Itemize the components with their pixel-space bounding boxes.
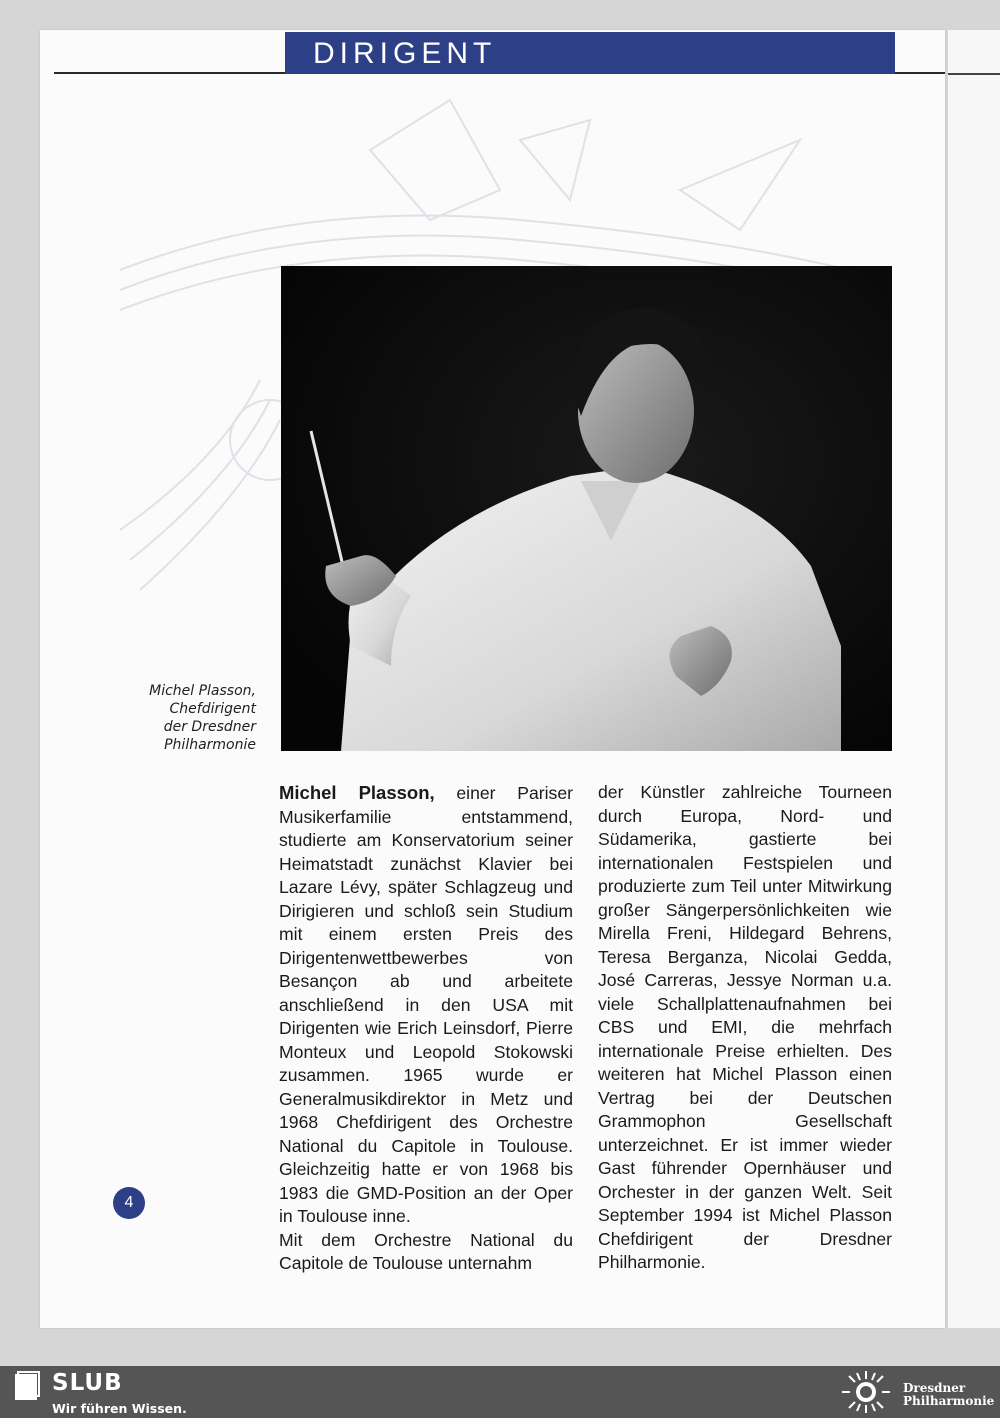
conductor-photo — [281, 266, 892, 751]
partner-line-2: Philharmonie — [903, 1394, 995, 1408]
caption-line: Philharmonie — [164, 737, 256, 753]
partner-line-1: Dresdner — [903, 1381, 966, 1395]
page-number: 4 — [113, 1187, 145, 1219]
article-body-right: der Künstler zahlreiche Tourneen durch Europa, Nord- und Südamerika, gastierte bei internationalen Festspielen und produzierte zum Teil unter Mitwirkung großer Sängerpersönlichkeiten wie Mirella Freni, Hildegard Behrens, Teresa Berganza, Nicolai Gedda, José Carreras, Jessye Norman u.a. viele Schallplattenaufnahmen bei CBS und EMI, die mehrfach internationale Preise erhielten. Des weiteren hat Michel Plasson einen Vertrag bei der Deutschen Grammophon Gesellschaft unterzeichnet. Er ist immer wieder Gast führender Opernhäuser und Orchester in der ganzen Welt. Seit September 1994 ist Michel Plasson Chefdirigent der Dresdner Philharmonie. — [598, 782, 892, 1272]
sunburst-logo-icon — [840, 1369, 892, 1415]
adjacent-page-edge — [948, 30, 1000, 1328]
slub-wordmark[interactable]: SLUB — [52, 1370, 123, 1396]
caption-line: Michel Plasson, — [149, 683, 256, 699]
book-icon — [12, 1371, 42, 1401]
section-title: DIRIGENT — [285, 32, 895, 74]
partner-name[interactable] — [903, 1382, 994, 1408]
article-body-left: einer Pariser Musikerfamilie entstammend, studierte am Konservatorium seiner Heimatstadt zunächst Klavier bei Lazare Lévy, später Schlagzeug und Dirigieren und schloß sein Studium mit einem ersten Preis des Dirigentenwettbewerbes von Besançon ab und arbeitete anschließend in den USA mit Dirigenten wie Erich Leinsdorf, Pierre Monteux und Leopold Stokowski zusammen. 1965 wurde er Generalmusikdirektor in Metz und 1968 Chefdirigent des Orchestre National du Capitole in Toulouse. Gleichzeitig hatte er von 1968 bis 1983 die GMD-Position an der Oper in Toulouse inne. — [279, 783, 573, 1226]
adjacent-page-rule — [948, 73, 1000, 75]
caption-line: Chefdirigent — [169, 701, 256, 717]
article-column-left — [279, 781, 573, 1276]
article-body-left-p2: Mit dem Orchestre National du Capitole de Toulouse unternahm — [279, 1229, 573, 1273]
photo-caption — [110, 682, 256, 754]
conductor-photo-icon — [281, 266, 892, 751]
article-column-right — [598, 781, 892, 1275]
caption-line: der Dresdner — [163, 719, 256, 735]
slub-tagline: Wir führen Wissen. — [52, 1401, 187, 1416]
article-lead-name: Michel Plasson, — [279, 782, 435, 803]
